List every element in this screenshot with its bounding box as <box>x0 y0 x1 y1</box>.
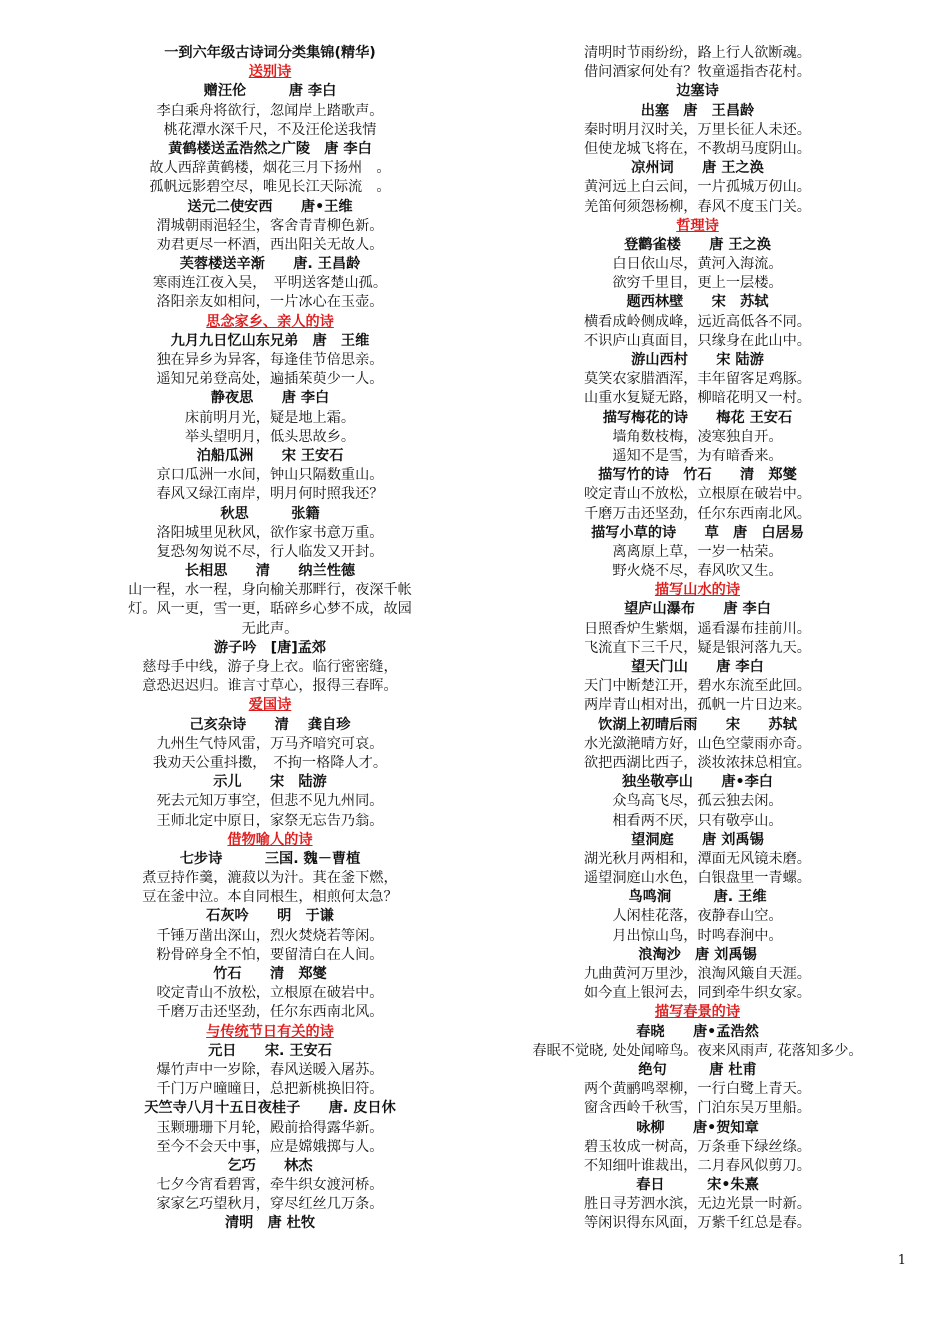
poem-line: 九曲黄河万里沙，浪淘风簸自天涯。 <box>583 966 811 982</box>
right-column <box>510 44 885 1234</box>
poem-title: 描写小草的诗 草 唐 白居易 <box>591 524 804 541</box>
poem-title: 竹石 清 郑燮 <box>213 966 327 982</box>
poem-title: 示儿 宋 陆游 <box>213 774 327 791</box>
category-heading: 描写山水的诗 <box>654 582 741 599</box>
poem-line: 野火烧不尽，春风吹又生。 <box>612 563 783 580</box>
poem-title: 鸟鸣涧 唐. 王维 <box>628 889 767 906</box>
poem-line: 千锤万凿出深山，烈火焚烧若等闲。 <box>156 927 384 944</box>
poem-line: 碧玉妆成一树高，万条垂下绿丝绦。 <box>583 1138 811 1155</box>
poem-line: 劝君更尽一杯酒，西出阳关无故人。 <box>156 236 384 253</box>
poem-line: 秦时明月汉时关，万里长征人未还。 <box>583 121 811 138</box>
poem-line: 水光潋滟晴方好，山色空蒙雨亦奇。 <box>583 735 811 752</box>
poem-title: 赠汪伦 唐 李白 <box>203 83 337 100</box>
poem-title: 长相思 清 纳兰性德 <box>184 563 356 580</box>
poem-line: 遥望洞庭山水色，白银盘里一青螺。 <box>583 870 811 887</box>
poem-title: 咏柳 唐•贺知章 <box>636 1119 759 1136</box>
poem-title: 送元二使安西 唐•王维 <box>187 198 353 215</box>
poem-line: 春眠不觉晓, 处处闻啼鸟。夜来风雨声, 花落知多少。 <box>532 1042 863 1059</box>
poem-line: 欲穷千里目，更上一层楼。 <box>612 275 783 292</box>
poem-line: 咬定青山不放松，立根原在破岩中。 <box>583 486 811 503</box>
poem-title: 浪淘沙 唐 刘禹锡 <box>638 946 757 963</box>
category-heading: 思念家乡、亲人的诗 <box>206 313 334 330</box>
poem-line: 煮豆持作羹，漉菽以为汁。萁在釜下燃， <box>142 870 398 887</box>
poem-line: 死去元知万事空，但悲不见九州同。 <box>156 793 384 810</box>
poem-line: 如今直上银河去，同到牵牛织女家。 <box>583 985 811 1002</box>
category-heading: 送别诗 <box>248 64 292 81</box>
poem-title: 出塞 唐 王昌龄 <box>640 102 755 119</box>
poem-line: 但使龙城飞将在，不教胡马度阴山。 <box>583 140 811 157</box>
poem-line: 家家乞巧望秋月，穿尽红丝几万条。 <box>156 1196 384 1213</box>
poem-title: 登鹳雀楼 唐 王之涣 <box>624 236 771 253</box>
poem-line: 桃花潭水深千尺，不及汪伦送我情 <box>163 121 377 138</box>
poem-title: 乞巧 林杰 <box>227 1157 313 1174</box>
poem-line: 人闲桂花落，夜静春山空。 <box>612 908 783 925</box>
poem-line: 王师北定中原日，家祭无忘告乃翁。 <box>156 812 384 829</box>
poem-line: 湖光秋月两相和，潭面无风镜未磨。 <box>583 850 811 867</box>
poem-title: 九月九日忆山东兄弟 唐 王维 <box>170 332 370 349</box>
poem-title: 七步诗 三国. 魏－曹植 <box>179 850 361 867</box>
poem-title: 饮湖上初晴后雨 宋 苏轼 <box>598 716 797 733</box>
poem-line: 洛阳城里见秋风，欲作家书意万重。 <box>156 524 384 541</box>
poem-line: 京口瓜洲一水间，钟山只隔数重山。 <box>156 467 384 484</box>
poem-title: 绝句 唐 杜甫 <box>638 1061 757 1078</box>
left-column <box>95 44 445 1234</box>
poem-line: 无此声。 <box>241 620 299 637</box>
poem-line: 玉颗珊珊下月轮，殿前拾得露华新。 <box>156 1119 384 1136</box>
poem-title: 芙蓉楼送辛渐 唐. 王昌龄 <box>179 256 361 273</box>
poem-line: 春风又绿江南岸，明月何时照我还？ <box>156 486 384 503</box>
poem-line: 等闲识得东风面，万紫千红总是春。 <box>583 1215 811 1232</box>
poem-line: 横看成岭侧成峰，远近高低各不同。 <box>583 313 811 330</box>
poem-line: 复恐匆匆说不尽，行人临发又开封。 <box>156 543 384 560</box>
poem-title: 春日 宋•朱熹 <box>636 1177 759 1194</box>
poem-line: 渭城朝雨浥轻尘，客舍青青柳色新。 <box>156 217 384 234</box>
poem-line: 遥知兄弟登高处，遍插茱萸少一人。 <box>156 371 384 388</box>
poem-line: 羌笛何须怨杨柳，春风不度玉门关。 <box>583 198 811 215</box>
poem-line: 山一程，水一程，身向榆关那畔行，夜深千帐 <box>128 582 412 599</box>
poem-line: 九州生气恃风雷，万马齐喑究可哀。 <box>156 735 384 752</box>
poem-line: 千门万户曈曈日，总把新桃换旧符。 <box>156 1081 384 1098</box>
poem-title: 静夜思 唐 李白 <box>210 390 330 407</box>
poem-line: 至今不会天中事，应是嫦娥掷与人。 <box>156 1138 384 1155</box>
poem-line: 我劝天公重抖擞， 不拘一格降人才。 <box>152 754 388 771</box>
poem-line: 相看两不厌，只有敬亭山。 <box>612 812 783 829</box>
category-heading: 爱国诗 <box>248 697 292 714</box>
poem-line: 举头望明月，低头思故乡。 <box>184 428 356 445</box>
poem-title: 题西林壁 宋 苏轼 <box>626 294 769 311</box>
poem-line: 孤帆远影碧空尽，唯见长江天际流 。 <box>149 179 391 196</box>
poem-title: 独坐敬亭山 唐•李白 <box>622 774 773 791</box>
poem-title: 清明 唐 杜牧 <box>224 1215 316 1232</box>
poem-line: 月出惊山鸟，时鸣春涧中。 <box>612 927 783 944</box>
poem-line: 独在异乡为异客，每逢佳节倍思亲。 <box>156 352 384 368</box>
poem-title: 黄鹤楼送孟浩然之广陵 唐 李白 <box>168 140 372 157</box>
poem-line: 两岸青山相对出，孤帆一片日边来。 <box>583 697 811 714</box>
poem-title: 天竺寺八月十五日夜桂子 唐. 皮日休 <box>144 1100 396 1117</box>
poem-title: 泊船瓜洲 宋 王安石 <box>196 447 344 464</box>
poem-line: 遥知不是雪，为有暗香来。 <box>612 447 783 464</box>
poem-line: 胜日寻芳泗水滨，无边光景一时新。 <box>583 1196 811 1213</box>
poem-line: 慈母手中线，游子身上衣。临行密密缝， <box>142 659 398 675</box>
poem-line: 飞流直下三千尺，疑是银河落九天。 <box>583 639 811 656</box>
poem-title: 游子吟 [唐]孟郊 <box>213 639 327 656</box>
poem-line: 不识庐山真面目，只缘身在此山中。 <box>583 332 811 349</box>
poem-title: 元日 宋. 王安石 <box>208 1042 332 1059</box>
page-number: 1 <box>897 1253 906 1268</box>
poem-line: 粉骨碎身全不怕，要留清白在人间。 <box>156 946 384 963</box>
poem-line: 山重水复疑无路，柳暗花明又一村。 <box>583 390 811 407</box>
poem-line: 千磨万击还坚劲，任尔东西南北风。 <box>156 1004 384 1021</box>
poem-line: 天门中断楚江开，碧水东流至此回。 <box>583 678 811 695</box>
poem-title: 春晓 唐•孟浩然 <box>636 1023 759 1040</box>
poem-line: 莫笑农家腊酒浑，丰年留客足鸡豚。 <box>583 371 811 388</box>
poem-line: 七夕今宵看碧霄，牵牛织女渡河桥。 <box>156 1177 384 1194</box>
poem-title: 石灰吟 明 于谦 <box>206 908 334 925</box>
poem-line: 黄河远上白云间，一片孤城万仞山。 <box>583 179 811 196</box>
category-heading: 描写春景的诗 <box>654 1004 741 1021</box>
poem-line: 李白乘舟将欲行，忽闻岸上踏歌声。 <box>156 102 384 119</box>
poem-line: 寒雨连江夜入吴， 平明送客楚山孤。 <box>152 275 388 292</box>
poem-line: 众鸟高飞尽，孤云独去闲。 <box>612 793 783 810</box>
poem-title: 望洞庭 唐 刘禹锡 <box>631 831 764 848</box>
poem-line: 离离原上草，一岁一枯荣。 <box>612 543 783 560</box>
poem-title: 望庐山瀑布 唐 李白 <box>624 601 771 618</box>
poem-title: 一到六年级古诗词分类集锦(精华) <box>164 45 376 61</box>
poem-line: 千磨万击还坚劲，任尔东西南北风。 <box>583 505 811 522</box>
poem-line: 墙角数枝梅，凌寒独自开。 <box>612 428 783 445</box>
poem-line: 床前明月光，疑是地上霜。 <box>184 409 356 426</box>
poem-line: 欲把西湖比西子，淡妆浓抹总相宜。 <box>583 754 811 771</box>
category-heading: 借物喻人的诗 <box>227 831 313 848</box>
poem-title: 描写梅花的诗 梅花 王安石 <box>602 409 793 426</box>
category-heading: 哲理诗 <box>676 217 719 234</box>
poem-line: 意恐迟迟归。谁言寸草心，报得三春晖。 <box>142 678 398 695</box>
poem-title: 游山西村 宋 陆游 <box>631 352 764 368</box>
poem-line: 咬定青山不放松，立根原在破岩中。 <box>156 985 384 1002</box>
poem-line: 不知细叶谁裁出，二月春风似剪刀。 <box>583 1157 811 1174</box>
category-heading: 与传统节日有关的诗 <box>206 1023 334 1040</box>
poem-line: 两个黄鹂鸣翠柳，一行白鹭上青天。 <box>583 1081 811 1098</box>
poem-line: 豆在釜中泣。本自同根生，相煎何太急？ <box>142 889 398 906</box>
poem-title: 秋思 张籍 <box>220 505 320 522</box>
poem-line: 洛阳亲友如相问，一片冰心在玉壶。 <box>156 294 384 311</box>
poem-line: 日照香炉生紫烟，遥看瀑布挂前川。 <box>583 620 811 637</box>
poem-title: 凉州词 唐 王之涣 <box>631 160 764 177</box>
poem-title: 己亥杂诗 清 龚自珍 <box>189 716 351 733</box>
poem-line: 借问酒家何处有？牧童遥指杏花村。 <box>583 64 811 81</box>
poem-line: 故人西辞黄鹤楼，烟花三月下扬州 。 <box>149 160 391 177</box>
poem-title: 边塞诗 <box>676 83 719 100</box>
poem-line: 窗含西岭千秋雪，门泊东吴万里船。 <box>583 1100 811 1117</box>
poem-line: 爆竹声中一岁除，春风送暖入屠苏。 <box>156 1061 384 1078</box>
poem-title: 望天门山 唐 李白 <box>631 659 764 675</box>
poem-line: 清明时节雨纷纷，路上行人欲断魂。 <box>583 45 811 61</box>
poem-title: 描写竹的诗 竹石 清 郑燮 <box>598 467 797 484</box>
poem-line: 灯。风一更，雪一更，聒碎乡心梦不成，故园 <box>128 601 412 618</box>
poem-line: 白日依山尽，黄河入海流。 <box>612 256 783 273</box>
